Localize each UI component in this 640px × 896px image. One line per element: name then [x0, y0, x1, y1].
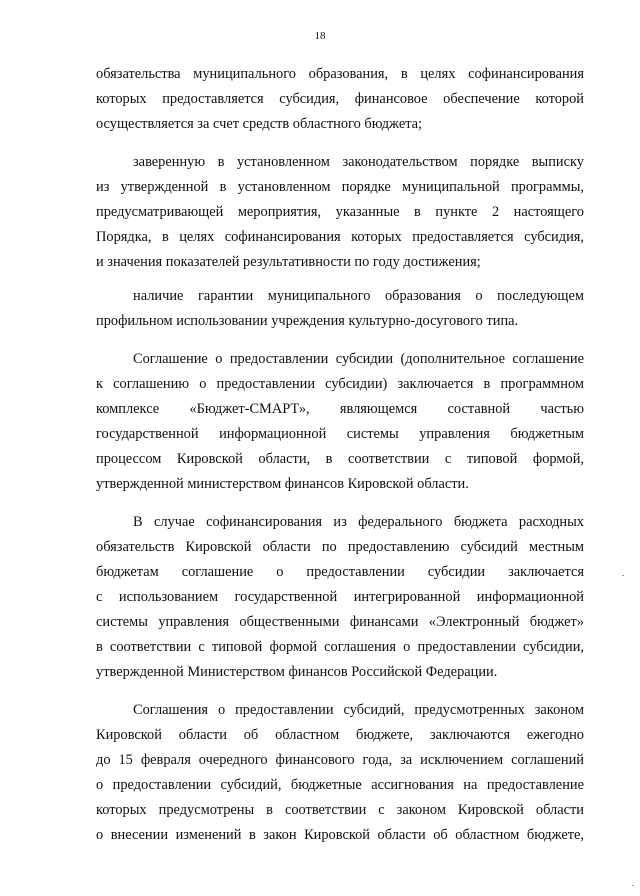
paragraph-obligations [96, 62, 584, 137]
paragraph-federal-cofinancing [96, 510, 584, 685]
text-line: Соглашение о предоставлении субсидии (дополнительное соглашение [133, 351, 584, 367]
text-line: государственной информационной системы управления бюджетным [96, 426, 584, 442]
text-line: заверенную в установленном законодательством порядке выписку [133, 154, 584, 170]
text-line: Соглашения о предоставлении субсидий, предусмотренных законом [133, 702, 584, 718]
text-line: процессом Кировской области, в соответствии с типовой формой, [96, 451, 584, 467]
scan-speck [622, 575, 624, 576]
text-line: о внесении изменений в закон Кировской области об областном бюджете, [96, 827, 584, 843]
page-number: 18 [314, 30, 326, 42]
text-line: с использованием государственной интегрированной информационной [96, 589, 584, 605]
text-line: осуществляется за счет средств областного бюджета; [96, 116, 423, 132]
text-line: которых предусмотрены в соответствии с законом Кировской области [96, 802, 584, 818]
text-line: которых предоставляется субсидия, финансовое обеспечение которой [96, 91, 584, 107]
text-line: системы управления общественными финансами «Электронный бюджет» [96, 614, 584, 630]
paragraph-agreement-smart [96, 347, 584, 497]
text-line: о предоставлении субсидий, бюджетные ассигнования на предоставление [96, 777, 584, 793]
text-line: Кировской области об областном бюджете, заключаются ежегодно [96, 727, 584, 743]
text-line: из утвержденной в установленном порядке муниципальной программы, [96, 179, 584, 195]
text-line: наличие гарантии муниципального образования о последующем [133, 288, 584, 304]
text-line: и значения показателей результативности по году достижения; [96, 254, 481, 270]
text-line: в соответствии с типовой формой соглашения о предоставлении субсидии, [96, 639, 584, 655]
text-line: Порядка, в целях софинансирования которых предоставляется субсидия, [96, 229, 584, 245]
text-line: бюджетам соглашение о предоставлении субсидии заключается [96, 564, 584, 580]
text-line: до 15 февраля очередного финансового года, за исключением соглашений [96, 752, 584, 768]
paragraph-guarantee [96, 284, 584, 334]
paragraph-program-extract [96, 150, 584, 275]
text-line: комплексе «Бюджет-СМАРТ», являющемся составной частью [96, 401, 584, 417]
text-line: обязательства муниципального образования, в целях софинансирования [96, 66, 584, 82]
text-line: профильном использовании учреждения культурно-досугового типа. [96, 313, 519, 329]
text-line: В случае софинансирования из федерального бюджета расходных [133, 514, 584, 530]
document-body [96, 62, 584, 848]
paragraph-agreements-deadline [96, 698, 584, 848]
text-line: предусматривающей мероприятия, указанные в пункте 2 настоящего [96, 204, 584, 220]
text-line: утвержденной Министерством финансов Российской Федерации. [96, 664, 498, 680]
text-line: утвержденной министерством финансов Кировской области. [96, 476, 469, 492]
scan-speck [632, 885, 634, 886]
text-line: к соглашению о предоставлении субсидии) заключается в программном [96, 376, 584, 392]
text-line: обязательств Кировской области по предоставлению субсидий местным [96, 539, 584, 555]
